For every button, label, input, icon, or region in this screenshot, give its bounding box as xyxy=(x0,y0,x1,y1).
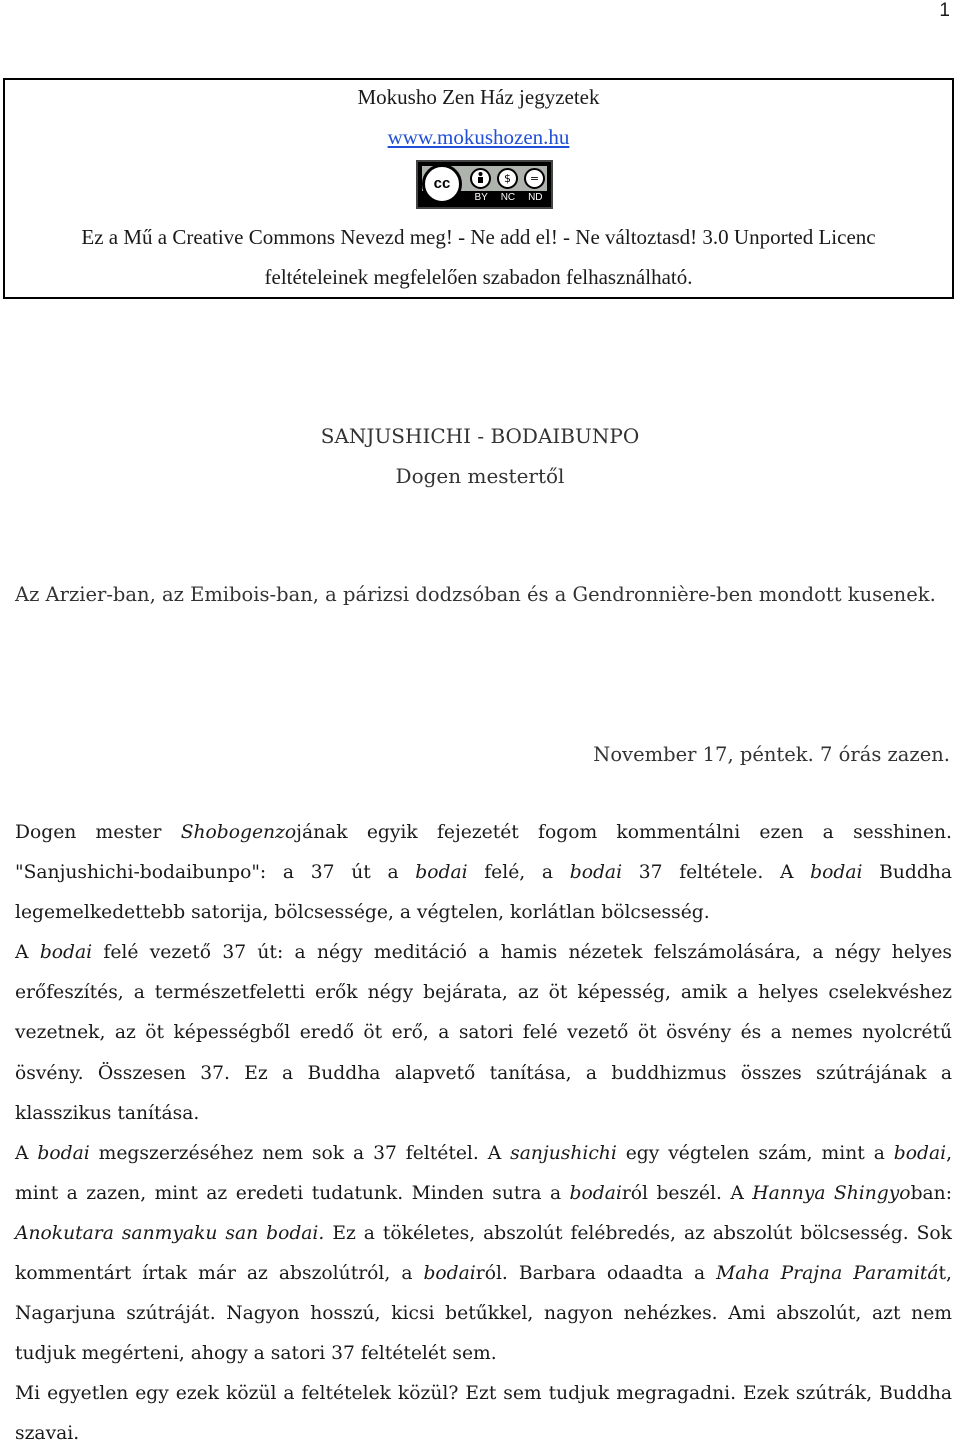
italic-term: Hannya Shingyo xyxy=(752,1182,911,1204)
cc-icon: cc xyxy=(422,164,462,204)
document-title: SANJUSHICHI - BODAIBUNPO xyxy=(320,424,640,448)
text-run: A xyxy=(15,942,40,964)
creative-commons-badge[interactable] xyxy=(416,160,553,209)
license-text-line2: feltételeinek megfelelően szabadon felhasználható. xyxy=(264,265,693,289)
document-subtitle: Dogen mestertől xyxy=(395,464,565,488)
license-text-line1: Ez a Mű a Creative Commons Nevezd meg! - Ne add el! - Ne változtasd! 3.0 Unported Licenc xyxy=(81,225,876,249)
italic-term: Shobogenzo xyxy=(180,822,297,843)
intro-line: Az Arzier-ban, az Emibois-ban, a párizsi dodzsóban és a Gendronnière-ben mondott kusenek. xyxy=(15,583,936,606)
text-run: 37 feltétele. A xyxy=(622,862,811,884)
tag-nd: ND xyxy=(528,192,543,203)
text-run: Buddha legemelkedettebb satorija, bölcsessége, a végtelen, korlátlan bölcsesség. xyxy=(15,862,952,924)
italic-term: sanjushichi xyxy=(510,1142,617,1164)
text-run: ban: xyxy=(910,1182,952,1204)
paragraph xyxy=(15,933,952,1133)
italic-term: bodai xyxy=(569,862,623,884)
text-run: Dogen mester xyxy=(15,822,181,843)
body-text xyxy=(15,813,952,1455)
italic-term: bodai xyxy=(423,1263,476,1285)
person-icon xyxy=(470,168,491,189)
text-run: megszerzéséhez nem sok a 37 feltétel. A xyxy=(89,1142,511,1164)
license-url-link[interactable]: www.mokushozen.hu xyxy=(387,125,570,149)
license-title: Mokusho Zen Ház jegyzetek xyxy=(357,85,600,109)
text-run: felé vezető 37 út: a négy meditáció a hamis nézetek felszámolására, a négy helyes erőfeszítés, a természetfeletti erők négy bejárata, az öt képesség, amik a helyes cselekvéshez vezetnek, az öt képességből eredő öt erő, a satori felé vezető öt ösvény és a nemes nyolcrétű ösvény. Összesen 37. Ez a Buddha alapvető tanítása, a buddhizmus összes szútrájának a klasszikus tanítása. xyxy=(15,942,953,1124)
text-run: ról. Barbara odaadta a xyxy=(475,1263,717,1285)
text-run: A xyxy=(15,1142,38,1164)
italic-term: Maha Prajna Paramitá xyxy=(716,1263,939,1285)
badge-tags xyxy=(468,191,549,205)
page-number: 1 xyxy=(939,0,950,21)
text-run: Ez a tökéletes, abszolút felébredés, az abszolút bölcsesség. Sok kommentárt írtak már az abszolútról, a xyxy=(15,1222,952,1285)
no-dollar-icon: $ xyxy=(497,168,518,189)
license-url-line xyxy=(5,122,952,152)
text-run: t, Nagarjuna szútráját. Nagyon hosszú, kicsi betűkkel, nagyon nehézkes. Ami abszolút, azt nem tudjuk megérteni, ahogy a satori 37 feltételét sem. xyxy=(15,1263,952,1365)
text-run: Mi egyetlen egy ezek közül a feltételek közül? Ezt sem tudjuk megragadni. Ezek szútrák, Buddha szavai. xyxy=(15,1383,952,1445)
tag-by: BY xyxy=(474,192,488,203)
italic-term: Anokutara sanmyaku san bodai. xyxy=(15,1222,325,1244)
italic-term: bodai xyxy=(39,942,93,964)
paragraph xyxy=(15,813,952,933)
text-run: , mint a zazen, mint az eredeti tudatunk. Minden sutra a xyxy=(15,1142,953,1204)
text-run: felé, a xyxy=(467,862,570,884)
paragraph xyxy=(15,1134,952,1375)
equals-icon: = xyxy=(524,168,545,189)
text-run: ról beszél. A xyxy=(621,1182,753,1204)
text-run: egy végtelen szám, mint a xyxy=(616,1142,894,1164)
paragraph xyxy=(15,1374,952,1454)
text-run: jának egyik fejezetét fogom kommentálni ezen a sesshinen. "Sanjushichi-bodaibunpo": a 37 út a xyxy=(15,822,952,884)
italic-term: bodai xyxy=(415,862,468,884)
italic-term: bodai xyxy=(37,1142,90,1164)
italic-term: bodai xyxy=(569,1182,622,1204)
italic-term: bodai xyxy=(893,1142,947,1164)
license-box xyxy=(3,78,954,299)
italic-term: bodai xyxy=(810,862,863,884)
tag-nc: NC xyxy=(500,192,516,203)
date-line: November 17, péntek. 7 órás zazen. xyxy=(593,743,950,766)
